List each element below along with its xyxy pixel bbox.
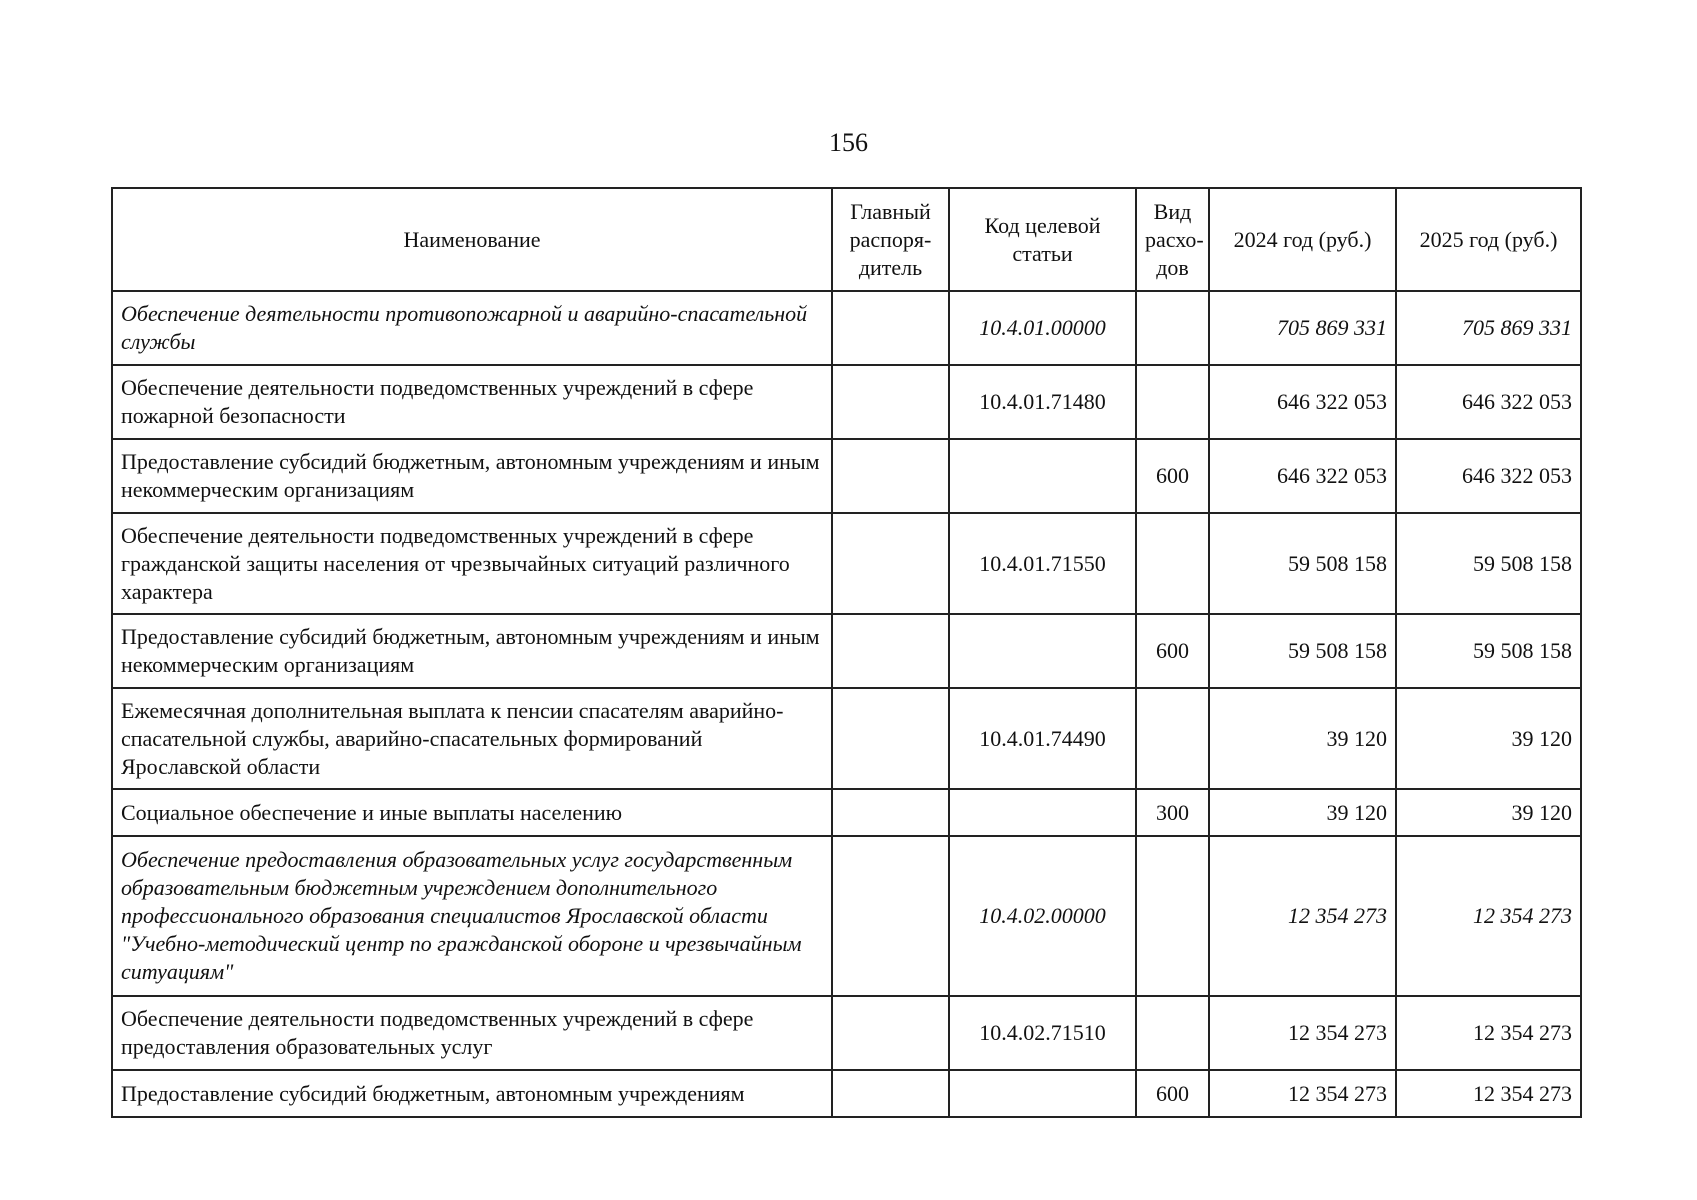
- cell-kind: [1136, 365, 1209, 439]
- cell-kind: [1136, 291, 1209, 365]
- cell-2025: 39 120: [1396, 688, 1581, 789]
- cell-manager: [832, 688, 949, 789]
- cell-2025: 59 508 158: [1396, 513, 1581, 614]
- cell-2024: 39 120: [1209, 789, 1396, 836]
- cell-kind: 300: [1136, 789, 1209, 836]
- cell-name: Обеспечение деятельности противопожарной и аварийно-спасательной службы: [112, 291, 832, 365]
- cell-manager: [832, 513, 949, 614]
- cell-kind: [1136, 996, 1209, 1070]
- cell-kind: [1136, 688, 1209, 789]
- cell-name: Обеспечение деятельности подведомственных учреждений в сфере пожарной безопасности: [112, 365, 832, 439]
- cell-kind: 600: [1136, 1070, 1209, 1117]
- cell-name: Предоставление субсидий бюджетным, автономным учреждениям и иным некоммерческим организациям: [112, 439, 832, 513]
- table-row: [112, 291, 1581, 365]
- header-2024: 2024 год (руб.): [1209, 188, 1396, 291]
- cell-2024: 646 322 053: [1209, 365, 1396, 439]
- cell-kind: 600: [1136, 439, 1209, 513]
- cell-2024: 59 508 158: [1209, 513, 1396, 614]
- table-row: [112, 996, 1581, 1070]
- cell-kind: [1136, 513, 1209, 614]
- table-row: [112, 836, 1581, 996]
- table-row: [112, 688, 1581, 789]
- cell-name: Обеспечение предоставления образовательных услуг государственным образовательным бюджетным учреждением дополнительного профессионального образования специалистов Ярославской области "Учебно-методический центр по гражданской обороне и чрезвычайным ситуациям": [112, 836, 832, 996]
- cell-2025: 59 508 158: [1396, 614, 1581, 688]
- table-row: [112, 614, 1581, 688]
- cell-2025: 12 354 273: [1396, 836, 1581, 996]
- cell-code: 10.4.02.71510: [949, 996, 1136, 1070]
- cell-2025: 705 869 331: [1396, 291, 1581, 365]
- cell-manager: [832, 836, 949, 996]
- cell-2025: 39 120: [1396, 789, 1581, 836]
- cell-manager: [832, 365, 949, 439]
- cell-2025: 12 354 273: [1396, 996, 1581, 1070]
- table-row: [112, 513, 1581, 614]
- cell-code: [949, 439, 1136, 513]
- header-2025: 2025 год (руб.): [1396, 188, 1581, 291]
- cell-manager: [832, 1070, 949, 1117]
- header-kind: Вид расхо-дов: [1136, 188, 1209, 291]
- cell-code: [949, 789, 1136, 836]
- header-code: Код целевой статьи: [949, 188, 1136, 291]
- cell-name: Обеспечение деятельности подведомственных учреждений в сфере предоставления образовательных услуг: [112, 996, 832, 1070]
- cell-manager: [832, 614, 949, 688]
- cell-2024: 12 354 273: [1209, 996, 1396, 1070]
- cell-kind: [1136, 836, 1209, 996]
- cell-code: [949, 614, 1136, 688]
- page-number: 156: [829, 128, 868, 157]
- cell-manager: [832, 291, 949, 365]
- cell-code: 10.4.02.00000: [949, 836, 1136, 996]
- cell-2024: 12 354 273: [1209, 836, 1396, 996]
- cell-code: 10.4.01.74490: [949, 688, 1136, 789]
- cell-2025: 12 354 273: [1396, 1070, 1581, 1117]
- cell-name: Ежемесячная дополнительная выплата к пенсии спасателям аварийно-спасательной службы, аварийно-спасательных формирований Ярославской области: [112, 688, 832, 789]
- cell-manager: [832, 439, 949, 513]
- table-body: [112, 291, 1581, 1117]
- table-header-row: [112, 188, 1581, 291]
- cell-manager: [832, 789, 949, 836]
- cell-kind: 600: [1136, 614, 1209, 688]
- cell-2025: 646 322 053: [1396, 365, 1581, 439]
- table-row: [112, 1070, 1581, 1117]
- cell-code: 10.4.01.00000: [949, 291, 1136, 365]
- cell-name: Обеспечение деятельности подведомственных учреждений в сфере гражданской защиты населения от чрезвычайных ситуаций различного характера: [112, 513, 832, 614]
- cell-name: Предоставление субсидий бюджетным, автономным учреждениям и иным некоммерческим организациям: [112, 614, 832, 688]
- cell-name: Предоставление субсидий бюджетным, автономным учреждениям: [112, 1070, 832, 1117]
- header-name: Наименование: [112, 188, 832, 291]
- cell-2025: 646 322 053: [1396, 439, 1581, 513]
- cell-name: Социальное обеспечение и иные выплаты населению: [112, 789, 832, 836]
- cell-code: [949, 1070, 1136, 1117]
- cell-code: 10.4.01.71550: [949, 513, 1136, 614]
- table-row: [112, 789, 1581, 836]
- cell-2024: 39 120: [1209, 688, 1396, 789]
- cell-2024: 59 508 158: [1209, 614, 1396, 688]
- cell-2024: 12 354 273: [1209, 1070, 1396, 1117]
- table-row: [112, 439, 1581, 513]
- cell-manager: [832, 996, 949, 1070]
- table-row: [112, 365, 1581, 439]
- header-manager: Главный распоря-дитель: [832, 188, 949, 291]
- cell-2024: 646 322 053: [1209, 439, 1396, 513]
- cell-2024: 705 869 331: [1209, 291, 1396, 365]
- cell-code: 10.4.01.71480: [949, 365, 1136, 439]
- budget-table: [111, 187, 1582, 1118]
